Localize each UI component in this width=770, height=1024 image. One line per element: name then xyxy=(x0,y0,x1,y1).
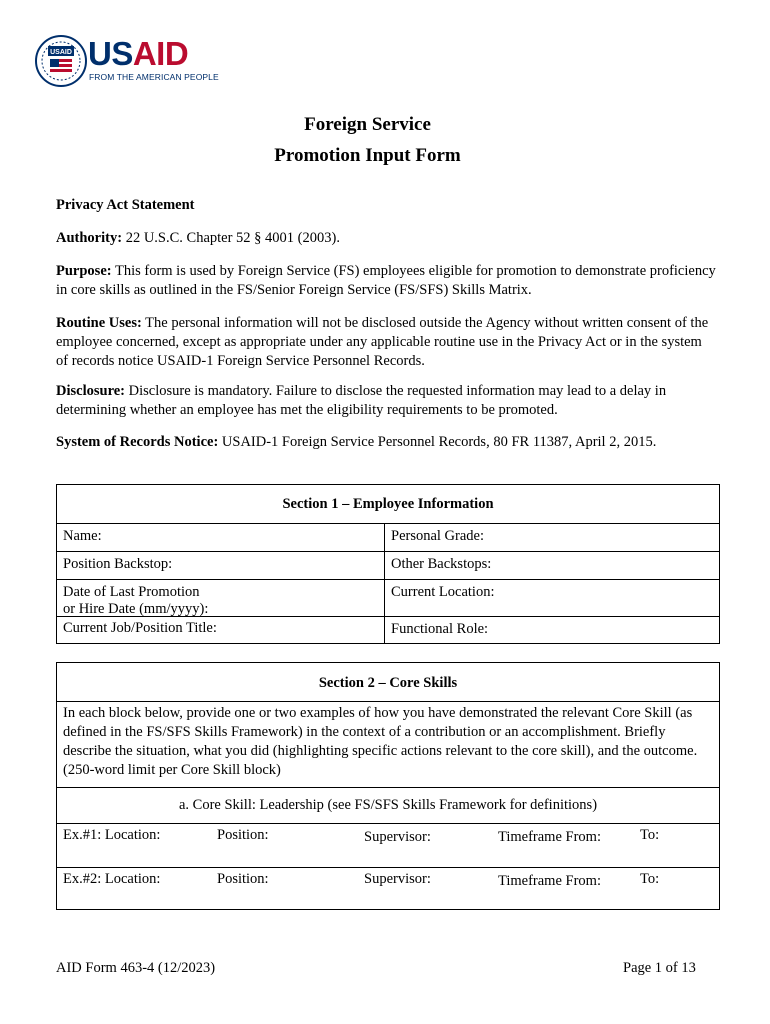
authority-paragraph xyxy=(56,229,716,248)
ex1-timeframe-from-field[interactable]: Timeframe From: xyxy=(498,829,601,845)
disclosure-text: Disclosure is mandatory. Failure to disclose the requested information may lead to a delay in determining whether an employee has met the eligibility requirements to be promoted. xyxy=(56,383,667,418)
authority-label: Authority: xyxy=(56,230,123,246)
routine-uses-text: The personal information will not be disclosed outside the Agency without written consent of the employee concerned, except as appropriate under any applicable routine use in the Privacy Act or in the system of records notice USAID-1 Foreign Service Personnel Records. xyxy=(56,315,709,369)
ex2-location-field[interactable]: Ex.#2: Location: xyxy=(63,871,161,887)
disclosure-paragraph xyxy=(56,382,716,420)
purpose-paragraph xyxy=(56,262,716,300)
usaid-wordmark: USAID xyxy=(88,35,189,72)
current-location-field[interactable]: Current Location: xyxy=(391,584,495,600)
functional-role-field[interactable]: Functional Role: xyxy=(391,621,489,637)
disclosure-label: Disclosure: xyxy=(56,383,126,399)
section2-title: Section 2 – Core Skills xyxy=(318,675,458,691)
core-skills-instructions: In each block below, provide one or two examples of how you have demonstrated the relevant Core Skill (as defined in the FS/SFS Skills Framework) in the context of a contribution or an accomplishment. Briefly describe the situation, what you did (highlighting specific actions relevant to the core skill), and the outcome. (250-word limit per Core Skill block) xyxy=(63,705,698,778)
ex2-to-field[interactable]: To: xyxy=(640,871,660,887)
sorn-paragraph xyxy=(56,433,716,452)
privacy-act-heading: Privacy Act Statement xyxy=(56,197,195,213)
ex2-position-field[interactable]: Position: xyxy=(217,871,269,887)
last-promotion-label-1: Date of Last Promotion xyxy=(63,584,200,600)
last-promotion-field[interactable]: or Hire Date (mm/yyyy): xyxy=(63,601,209,617)
ex1-location-field[interactable]: Ex.#1: Location: xyxy=(63,827,161,843)
position-backstop-field[interactable]: Position Backstop: xyxy=(63,556,173,572)
svg-text:USAID: USAID xyxy=(50,49,72,56)
form-id-footer: AID Form 463-4 (12/2023) xyxy=(56,960,216,976)
ex2-timeframe-from-field[interactable]: Timeframe From: xyxy=(498,873,601,889)
routine-uses-paragraph xyxy=(56,314,716,371)
sorn-label: System of Records Notice: xyxy=(56,434,219,450)
ex2-supervisor-field[interactable]: Supervisor: xyxy=(364,871,431,887)
form-title-line1: Foreign Service xyxy=(304,114,431,135)
routine-uses-label: Routine Uses: xyxy=(56,315,142,331)
other-backstops-field[interactable]: Other Backstops: xyxy=(391,556,492,572)
personal-grade-field[interactable]: Personal Grade: xyxy=(391,528,485,544)
current-title-field[interactable]: Current Job/Position Title: xyxy=(63,620,217,636)
page-number: Page 1 of 13 xyxy=(623,960,696,976)
name-field[interactable]: Name: xyxy=(63,528,102,544)
purpose-text: This form is used by Foreign Service (FS) employees eligible for promotion to demonstrate proficiency in core skills as outlined in the FS/Senior Foreign Service (FS/SFS) Skills Matrix. xyxy=(56,263,716,298)
purpose-label: Purpose: xyxy=(56,263,112,279)
core-skill-a-heading: a. Core Skill: Leadership (see FS/SFS Skills Framework for definitions) xyxy=(178,797,598,813)
ex1-to-field[interactable]: To: xyxy=(640,827,660,843)
usaid-tagline: FROM THE AMERICAN PEOPLE xyxy=(89,72,219,82)
usaid-logo xyxy=(34,34,219,94)
authority-text: 22 U.S.C. Chapter 52 § 4001 (2003). xyxy=(122,230,340,246)
sorn-text: USAID-1 Foreign Service Personnel Records, 80 FR 11387, April 2, 2015. xyxy=(218,434,657,450)
form-title-line2: Promotion Input Form xyxy=(274,145,461,166)
ex1-position-field[interactable]: Position: xyxy=(217,827,269,843)
usaid-seal-icon xyxy=(34,34,88,88)
section1-table xyxy=(56,484,720,644)
section1-title: Section 1 – Employee Information xyxy=(282,496,494,512)
section2-table xyxy=(56,662,720,910)
ex1-supervisor-field[interactable]: Supervisor: xyxy=(364,829,431,845)
